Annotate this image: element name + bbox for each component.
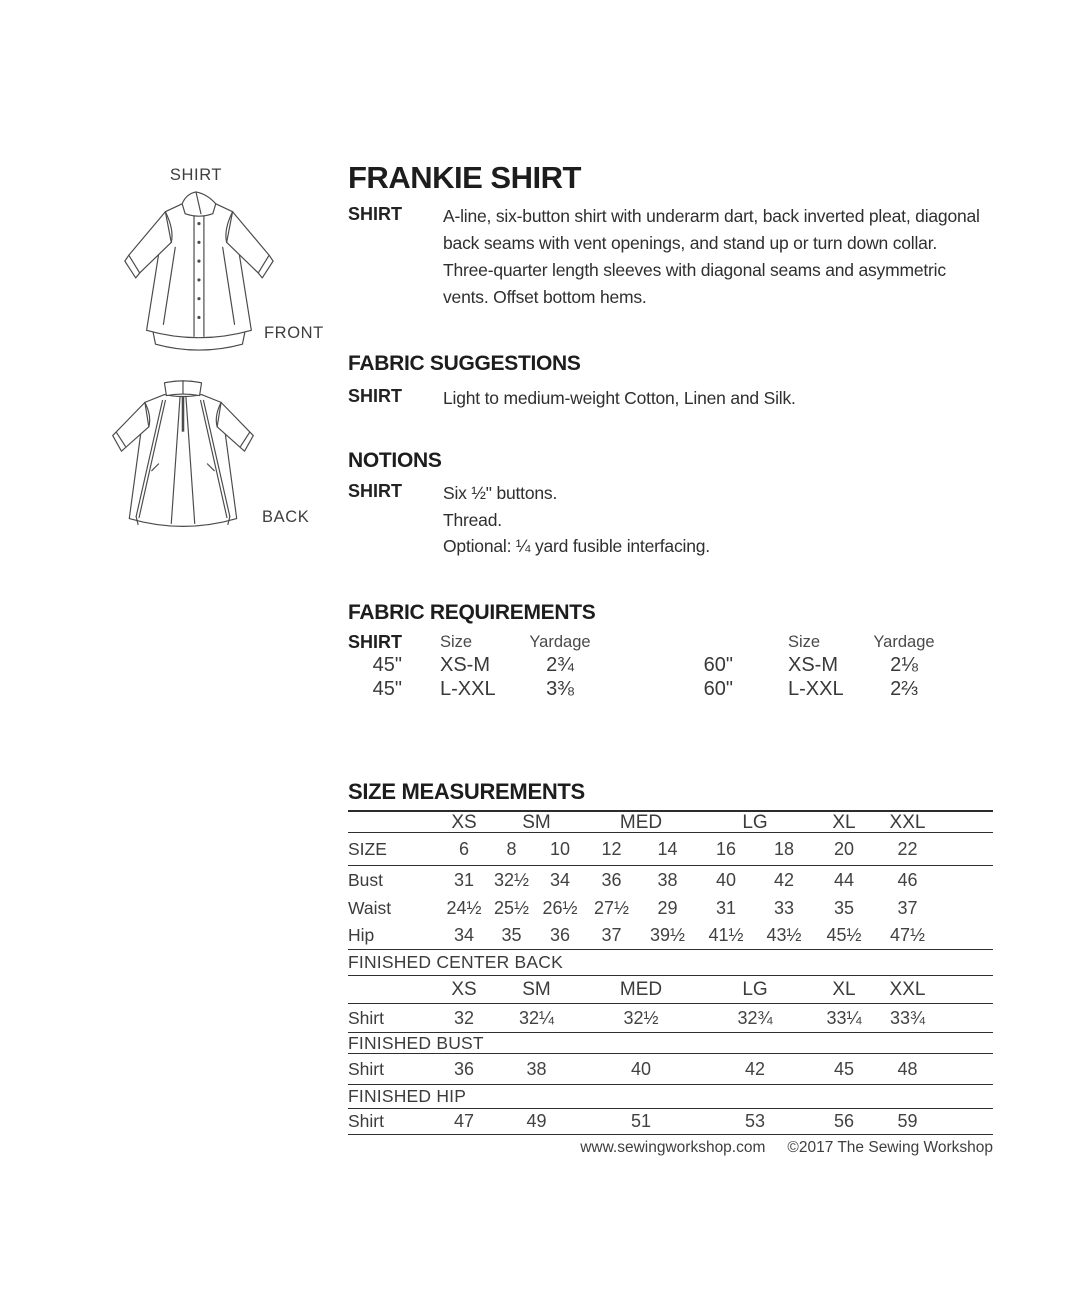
fabric-width: 60" <box>703 653 733 676</box>
footer-copyright: ©2017 The Sewing Workshop <box>787 1139 993 1156</box>
group-header-sm: SM <box>522 978 551 1000</box>
notions-line-thread: Thread. <box>443 509 502 530</box>
group-header-xl: XL <box>832 812 856 833</box>
size-column-header: Size <box>440 632 473 651</box>
notions-line-buttons: Six ½" buttons. <box>443 483 558 503</box>
yardage-value: 3⅜ <box>546 677 574 700</box>
fabric-requirements-heading-section <box>348 601 993 625</box>
group-header-xl: XL <box>832 978 856 1000</box>
hip-row: Hip 34 35 36 37 39½ 41½ 43½ 45½ 47½ <box>348 922 993 950</box>
notions-line-interfacing: Optional: ¼ yard fusible interfacing. <box>443 536 710 556</box>
group-header-xs: XS <box>451 812 477 833</box>
fabric-suggestions-heading: FABRIC SUGGESTIONS <box>348 352 581 375</box>
finished-bust-heading-row <box>348 1033 993 1054</box>
fabric-width: 45" <box>372 653 402 676</box>
finished-hip-heading: FINISHED HIP <box>348 1086 467 1106</box>
finished-center-back-shirt-row: Shirt 32 32¼ 32½ 32¾ 33¼ 33¾ <box>348 1004 993 1033</box>
group-header-lg: LG <box>742 812 768 833</box>
fabric-requirements-header-row <box>348 631 993 653</box>
fabric-requirements-table <box>348 631 993 701</box>
footer-website: www.sewingworkshop.com <box>580 1139 766 1156</box>
yardage-column-header: Yardage <box>873 632 935 651</box>
fabric-suggestions-heading-section <box>348 352 993 376</box>
fabric-requirements-row <box>348 653 993 677</box>
yardage-value: 2¾ <box>546 653 574 676</box>
fabric-requirements-heading: FABRIC REQUIREMENTS <box>348 601 596 624</box>
finished-hip-heading-row <box>348 1085 993 1109</box>
footer-section <box>348 1139 993 1157</box>
shirt-back-illustration <box>100 372 315 544</box>
notions-heading: NOTIONS <box>348 449 442 472</box>
main-column <box>348 0 993 1300</box>
group-header-med: MED <box>619 812 663 833</box>
row-label: Bust <box>348 869 384 890</box>
size-range: L-XXL <box>440 677 496 700</box>
fabric-suggestions-label: SHIRT <box>348 386 402 406</box>
fabric-width: 45" <box>372 677 402 700</box>
size-range: L-XXL <box>788 677 844 700</box>
shirt-front-illustration <box>110 166 324 362</box>
fabric-width: 60" <box>703 677 733 700</box>
finished-center-back-group-header-row <box>348 976 993 1004</box>
fabric-requirements-row <box>348 677 993 701</box>
group-header-xxl: XXL <box>889 812 926 833</box>
row-label: Shirt <box>348 1058 384 1079</box>
size-row: SIZE 6 8 10 12 14 16 18 20 22 <box>348 833 993 866</box>
illustration-shirt-label: SHIRT <box>169 166 223 184</box>
shirt-front-drawing <box>116 188 276 356</box>
size-measurements-heading: SIZE MEASUREMENTS <box>348 779 585 804</box>
fabric-suggestions-text: Light to medium-weight Cotton, Linen and Silk. <box>443 388 796 408</box>
fabric-requirements-label: SHIRT <box>348 631 402 652</box>
group-header-xxl: XXL <box>889 978 926 1000</box>
yardage-value: 2⅔ <box>890 677 918 700</box>
notions-heading-section <box>348 449 993 473</box>
front-view-label: FRONT <box>264 324 324 342</box>
finished-bust-shirt-row: Shirt 36 38 40 42 45 48 <box>348 1054 993 1085</box>
shirt-description-section <box>348 203 993 311</box>
group-header-sm: SM <box>522 812 551 833</box>
notions-row <box>348 480 993 560</box>
yardage-column-header: Yardage <box>529 632 591 651</box>
description-text: A-line, six-button shirt with underarm dart, back inverted pleat, diagonal back seams with vent openings, and stand up or turn down collar. Three-quarter length sleeves with diagonal seams and asymmetric vents. Offset bottom hems. <box>443 206 980 307</box>
bust-row: Bust 31 32½ 34 36 38 40 42 44 46 <box>348 869 918 890</box>
size-range: XS-M <box>788 653 838 676</box>
size-measurements-section <box>348 779 993 1135</box>
notions-text <box>443 480 991 560</box>
row-label: SIZE <box>348 838 387 859</box>
size-group-header-row <box>348 810 993 833</box>
size-column-header: Size <box>788 632 821 651</box>
page-title: FRANKIE SHIRT <box>348 160 581 195</box>
row-label: Waist <box>348 897 392 918</box>
shirt-back-drawing <box>100 376 265 542</box>
back-view-label: BACK <box>262 508 310 526</box>
fabric-suggestions-row <box>348 385 993 412</box>
group-header-med: MED <box>619 978 663 1000</box>
finished-center-back-heading-row <box>348 950 993 976</box>
row-label: Shirt <box>348 1111 384 1131</box>
notions-label: SHIRT <box>348 481 402 501</box>
footer <box>348 1139 993 1157</box>
finished-center-back-heading: FINISHED CENTER BACK <box>348 952 563 972</box>
waist-row: Waist 24½ 25½ 26½ 27½ 29 31 33 35 37 <box>348 897 918 918</box>
group-header-lg: LG <box>742 978 768 1000</box>
row-label: Hip <box>348 925 375 945</box>
title-section <box>348 160 993 196</box>
description-label: SHIRT <box>348 204 402 224</box>
finished-bust-heading: FINISHED BUST <box>348 1033 484 1053</box>
group-header-xs: XS <box>451 978 477 1000</box>
finished-hip-shirt-row: Shirt 47 49 51 53 56 59 <box>348 1109 993 1135</box>
row-label: Shirt <box>348 1007 384 1028</box>
size-range: XS-M <box>440 653 490 676</box>
yardage-value: 2⅛ <box>890 653 918 676</box>
